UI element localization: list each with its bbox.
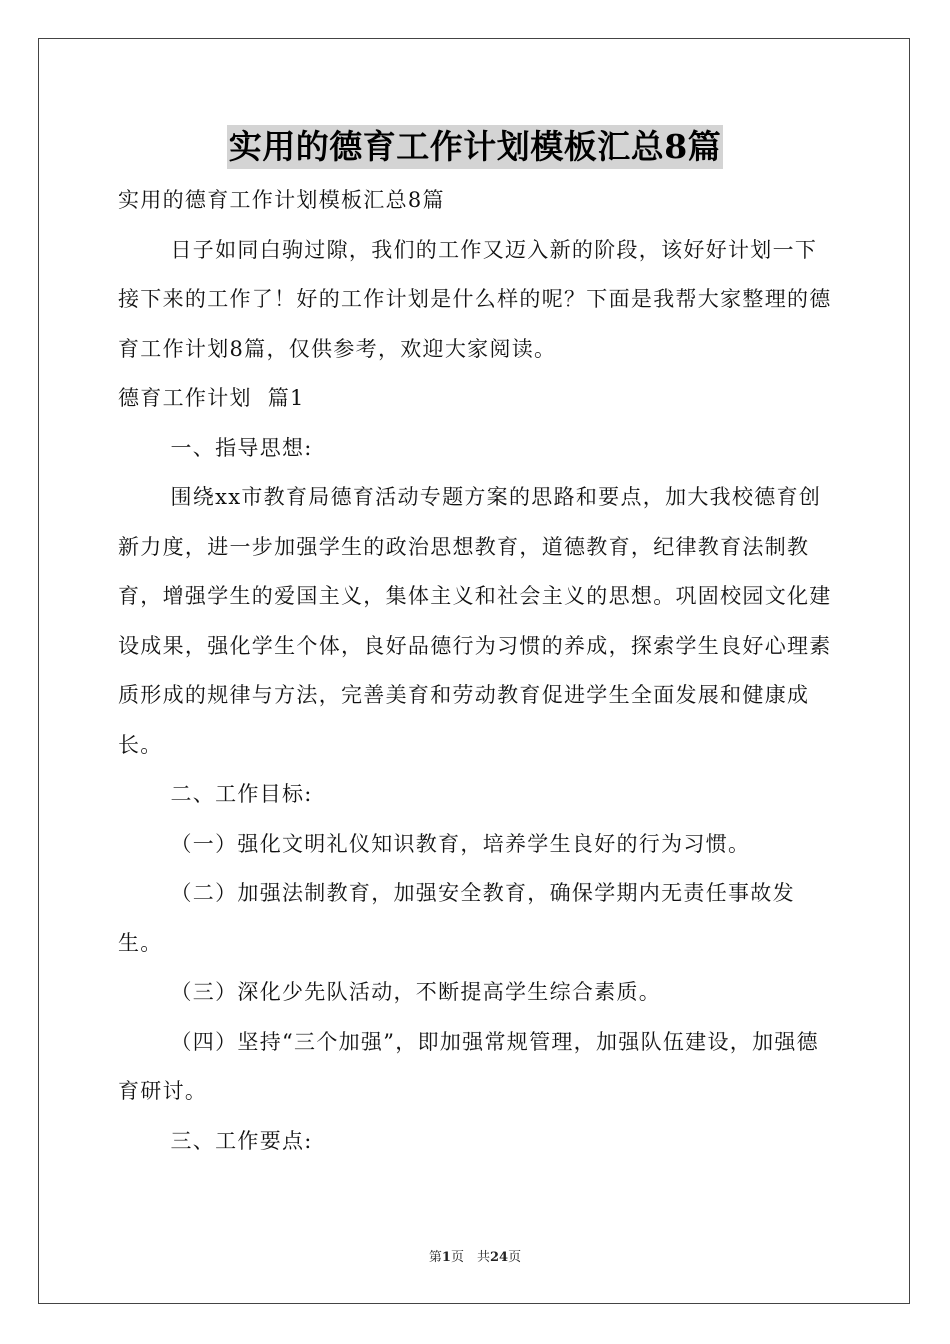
heading-guiding-thought: 一、指导思想:: [170, 435, 313, 460]
section-heading: 德育工作计划 篇1: [118, 386, 305, 410]
heading-work-goals: 二、工作目标:: [170, 782, 313, 806]
document-body: [118, 176, 834, 1166]
footer-total-pages: 24: [489, 1250, 509, 1265]
intro-paragraph: 日子如同白驹过隙，我们的工作又迈入新的阶段，该好好计划一下接下来的工作了！好的工作计划是什么样的呢？下面是我帮大家整理的德育工作计划8篇，仅供参考，欢迎大家阅读。: [118, 237, 832, 361]
footer-suffix: 页: [508, 1250, 522, 1265]
heading-work-points: 三、工作要点:: [170, 1128, 313, 1153]
footer-mid: 页 共: [450, 1250, 490, 1265]
document-title: 实用的德育工作计划模板汇总8篇: [227, 125, 723, 169]
goal-item-3: （三）深化少先队活动，不断提高学生综合素质。: [170, 980, 662, 1004]
goal-item-4: （四）坚持“三个加强”，即加强常规管理，加强队伍建设，加强德育研讨。: [118, 1029, 819, 1103]
page-footer: [0, 1246, 950, 1265]
guiding-thought-paragraph: 围绕xx市教育局德育活动专题方案的思路和要点，加大我校德育创新力度，进一步加强学生的政治思想教育，道德教育，纪律教育法制教育，增强学生的爱国主义，集体主义和社会主义的思想。巩固校园文化建设成果，强化学生个体，良好品德行为习惯的养成，探索学生良好心理素质形成的规律与方法，完善美育和劳动教育促进学生全面发展和健康成长。: [118, 485, 832, 757]
footer-prefix: 第: [428, 1250, 442, 1265]
goal-item-2: （二）加强法制教育，加强安全教育，确保学期内无责任事故发生。: [118, 881, 795, 955]
footer-current-page: 1: [441, 1250, 451, 1265]
document-subtitle: 实用的德育工作计划模板汇总8篇: [118, 188, 445, 212]
title-container: [0, 125, 950, 169]
goal-item-1: （一）强化文明礼仪知识教育，培养学生良好的行为习惯。: [170, 831, 751, 856]
